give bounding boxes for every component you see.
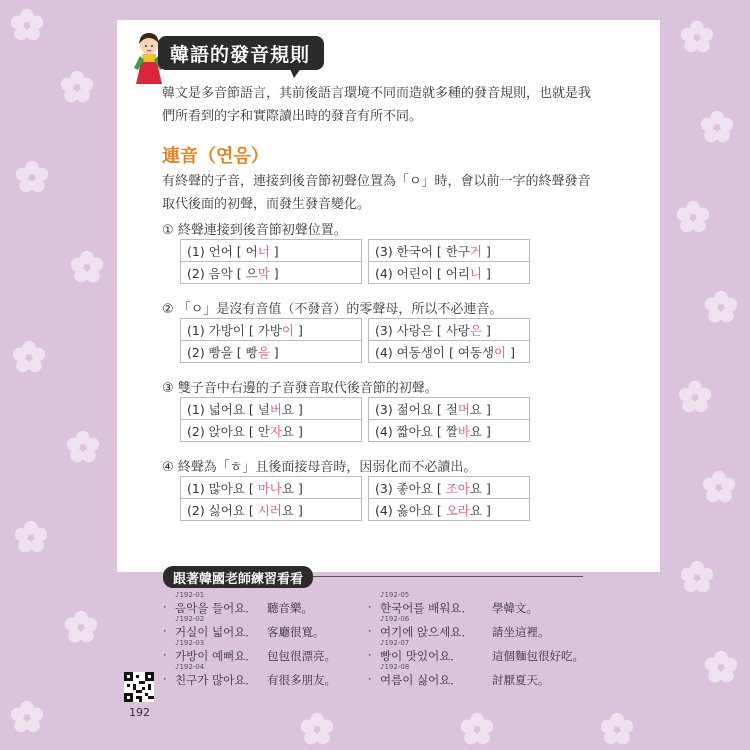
- flower-icon: [704, 290, 738, 324]
- flower-icon: [704, 650, 738, 684]
- example-cell: (4) 옳아요 [ 오라요 ]: [369, 499, 530, 521]
- flower-icon: [600, 712, 634, 746]
- audio-track-number[interactable]: ♪192-03: [175, 639, 205, 647]
- practice-item: ♪192-06 · 여기에 앉으세요． 請坐這裡。: [368, 615, 550, 639]
- flower-icon: [300, 712, 334, 746]
- example-cell: (2) 음악 [ 으막 ]: [181, 262, 362, 284]
- practice-item: ♪192-01 · 음악을 들어요． 聽音樂。: [163, 591, 313, 615]
- audio-track-number[interactable]: ♪192-07: [380, 639, 410, 647]
- audio-track-number[interactable]: ♪192-02: [175, 615, 205, 623]
- section-heading: 連音（연음）: [162, 146, 269, 167]
- example-cell: (2) 싫어요 [ 시러요 ]: [181, 499, 362, 521]
- intro-paragraph: 韓文是多音節語言，其前後語言環境不同而造就多種的發音規則，也就是我們所看到的字和實際讀出時的發音有所不同。: [162, 86, 592, 124]
- flower-icon: [676, 200, 710, 234]
- flower-icon: [60, 70, 94, 104]
- practice-item: ♪192-04 · 친구가 많아요． 有很多朋友。: [163, 663, 336, 687]
- page-number: 192: [129, 706, 150, 719]
- section-description: 有終聲的子音，連接到後音節初聲位置為「ㅇ」時，會以前一字的終聲發音取代後面的初聲，而發生發音變化。: [162, 174, 591, 212]
- example-cell: (3) 젊어요 [ 절머요 ]: [369, 398, 530, 420]
- flower-icon: [70, 250, 104, 284]
- flower-icon: [702, 470, 736, 504]
- example-cell: (4) 여동생이 [ 여동생이 ]: [369, 341, 530, 363]
- example-cell: (2) 앉아요 [ 안자요 ]: [181, 420, 362, 442]
- example-cell: (1) 언어 [ 어너 ]: [181, 240, 362, 262]
- example-cell: (3) 사랑은 [ 사랑은 ]: [369, 319, 530, 341]
- audio-track-number[interactable]: ♪192-04: [175, 663, 205, 671]
- example-cell: (1) 많아요 [ 마나요 ]: [181, 477, 362, 499]
- audio-track-number[interactable]: ♪192-05: [380, 591, 410, 599]
- flower-icon: [64, 610, 98, 644]
- practice-item: ♪192-07 · 빵이 맛있어요． 這個麵包很好吃。: [368, 639, 584, 663]
- flower-icon: [700, 110, 734, 144]
- flower-icon: [678, 380, 712, 414]
- rule-label: ② 「ㅇ」是沒有音值（不發音）的零聲母，所以不必連音。: [162, 302, 503, 317]
- flower-icon: [10, 700, 44, 734]
- example-table: [180, 397, 530, 442]
- example-cell: (1) 넓어요 [ 널버요 ]: [181, 398, 362, 420]
- example-table: [180, 239, 530, 284]
- flower-icon: [66, 430, 100, 464]
- audio-track-number[interactable]: ♪192-08: [380, 663, 410, 671]
- flower-icon: [460, 712, 494, 746]
- flower-icon: [14, 520, 48, 554]
- example-cell: (1) 가방이 [ 가방이 ]: [181, 319, 362, 341]
- rule-label: ① 終聲連接到後音節初聲位置。: [162, 223, 347, 238]
- audio-track-number[interactable]: ♪192-01: [175, 591, 205, 599]
- practice-item: ♪192-05 · 한국어를 배워요． 學韓文。: [368, 591, 538, 615]
- flower-icon: [680, 560, 714, 594]
- title-speech-tail: [288, 64, 304, 78]
- example-cell: (4) 어린이 [ 어리니 ]: [369, 262, 530, 284]
- practice-item: ♪192-02 · 거실이 넓어요． 客廳很寬。: [163, 615, 325, 639]
- rule-label: ④ 終聲為「ㅎ」且後面接母音時，因弱化而不必讀出。: [162, 460, 477, 475]
- qr-code-icon[interactable]: [124, 672, 154, 702]
- example-table: [180, 318, 530, 363]
- example-table: [180, 476, 530, 521]
- practice-title: 跟著韓國老師練習看看: [163, 566, 313, 588]
- flower-icon: [10, 8, 44, 42]
- example-cell: (2) 빵을 [ 빵을 ]: [181, 341, 362, 363]
- practice-item: ♪192-08 · 여름이 싫어요． 討厭夏天。: [368, 663, 550, 687]
- flower-icon: [15, 160, 49, 194]
- flower-icon: [12, 340, 46, 374]
- title-banner: [128, 28, 338, 82]
- flower-icon: [680, 20, 714, 54]
- example-cell: (3) 좋아요 [ 조아요 ]: [369, 477, 530, 499]
- example-cell: (4) 짧아요 [ 짤바요 ]: [369, 420, 530, 442]
- audio-track-number[interactable]: ♪192-06: [380, 615, 410, 623]
- practice-item: ♪192-03 · 가방이 예뻐요． 包包很漂亮。: [163, 639, 336, 663]
- example-cell: (3) 한국어 [ 한구거 ]: [369, 240, 530, 262]
- page-title: 韓語的發音規則: [170, 43, 311, 66]
- rule-label: ③ 雙子音中右邊的子音發音取代後音節的初聲。: [162, 381, 438, 396]
